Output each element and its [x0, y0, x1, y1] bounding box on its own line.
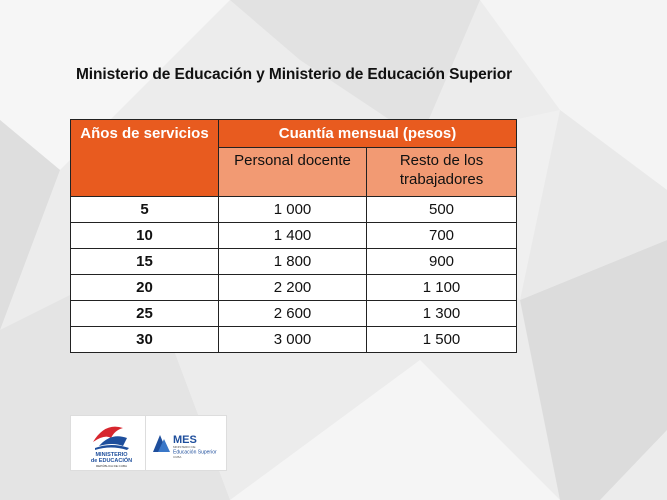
teachers-amount-cell: 3 000 [219, 327, 367, 353]
mined-emblem-icon [93, 427, 129, 450]
mes-logo-line3: CUBA [173, 455, 182, 459]
mes-emblem-icon [153, 435, 170, 452]
others-amount-cell: 1 300 [367, 301, 517, 327]
mined-logo-line2: de EDUCACIÓN [90, 458, 133, 464]
years-cell: 30 [71, 327, 219, 353]
table-row [71, 327, 517, 353]
mined-logo-line3: REPÚBLICA DE CUBA [95, 464, 128, 468]
table-row [71, 301, 517, 327]
years-cell: 15 [71, 249, 219, 275]
page-title: Ministerio de Educación y Ministerio de Educación Superior [76, 66, 513, 83]
table-row [71, 275, 517, 301]
table-row [71, 197, 517, 223]
mes-logo-line2: Educación Superior [173, 449, 217, 456]
table-row [71, 223, 517, 249]
mes-logo-line1: MINISTERIO DE [173, 445, 196, 449]
header-monthly-amount: Cuantía mensual (pesos) [219, 120, 517, 148]
header-teaching-staff: Personal docente [219, 147, 367, 196]
others-amount-cell: 900 [367, 249, 517, 275]
teachers-amount-cell: 2 200 [219, 275, 367, 301]
mined-logo-line1: MINISTERIO [95, 452, 128, 458]
header-other-workers: Resto de los trabajadores [367, 147, 517, 196]
years-cell: 25 [71, 301, 219, 327]
teachers-amount-cell: 1 000 [219, 197, 367, 223]
years-cell: 5 [71, 197, 219, 223]
others-amount-cell: 700 [367, 223, 517, 249]
others-amount-cell: 1 500 [367, 327, 517, 353]
teachers-amount-cell: 2 600 [219, 301, 367, 327]
others-amount-cell: 500 [367, 197, 517, 223]
teachers-amount-cell: 1 400 [219, 223, 367, 249]
table-row [71, 249, 517, 275]
mes-logo [145, 415, 227, 471]
pension-table [70, 119, 517, 353]
mes-logo-abbr: MES [173, 434, 197, 446]
others-amount-cell: 1 100 [367, 275, 517, 301]
years-cell: 10 [71, 223, 219, 249]
teachers-amount-cell: 1 800 [219, 249, 367, 275]
header-years-of-service: Años de servicios [71, 120, 219, 197]
years-cell: 20 [71, 275, 219, 301]
mined-logo [70, 415, 153, 471]
